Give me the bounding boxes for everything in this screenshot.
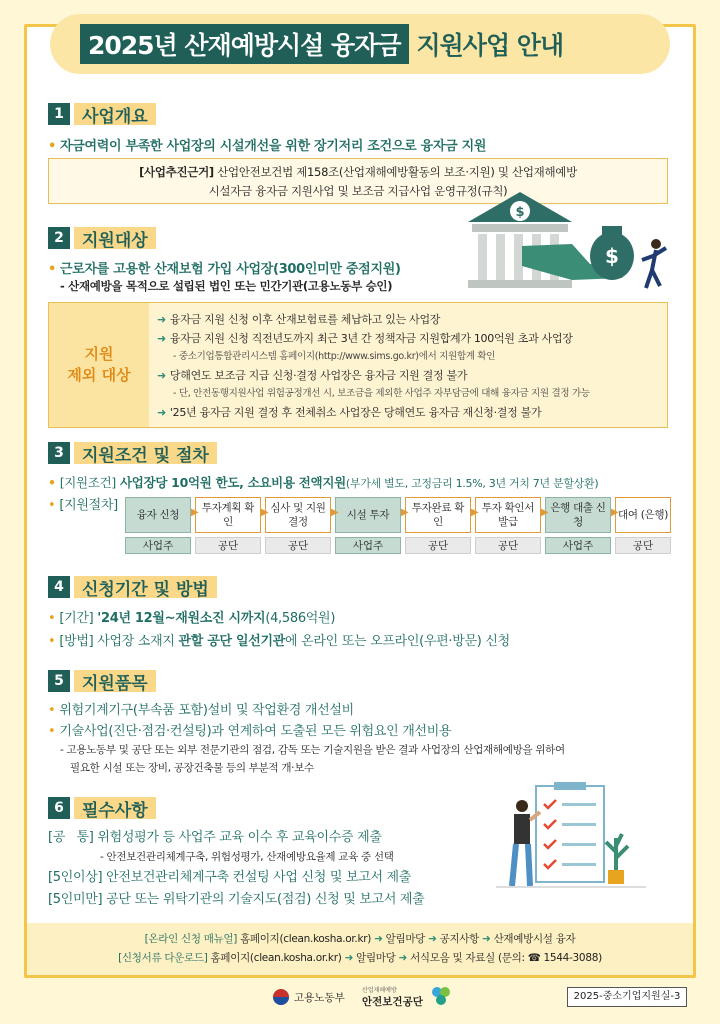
step-owner: 사업주 [335,537,401,554]
step-owner: 공단 [615,537,671,554]
exclusion-line: ➜ 당해연도 보조금 지급 신청·결정 사업장은 융자금 지원 결정 불가 [157,368,468,382]
title-part1: 2025년 산재예방시설 융자금 [80,24,409,64]
exclusion-line: ➜ 융자금 지원 신청 직전년도까지 최근 3년 간 정책자금 지원합계가 100억원 초과 사업장 [157,331,573,345]
step-owner: 사업주 [545,537,611,554]
section-title: 필수사항 [74,797,156,819]
title-part2: 지원사업 안내 [416,31,564,60]
basis-line1: 산업안전보건법 제158조(산업재해예방활동의 보조·지원) 및 산업재해예방 [217,165,577,179]
section-4-header [48,574,217,600]
step-box: 대여 (은행) [615,497,671,533]
section-title: 신청기간 및 방법 [74,576,217,598]
section-number: 1 [48,103,70,125]
section-number: 5 [48,670,70,692]
method-bullet: • [방법] 사업장 소재지 관할 공단 일선기관에 온라인 또는 오프라인(우편·방문) 신청 [48,634,510,649]
step-owner: 사업주 [125,537,191,554]
svg-text:$: $ [605,244,619,268]
page-number-badge: 2025-중소기업지원실-3 [567,987,687,1007]
section-5-header [48,668,156,694]
footer-line-1: [온라인 신청 매뉴얼] 홈페이지(clean.kosha.or.kr) ➜ 알림마당 ➜ 공지사항 ➜ 산재예방시설 융자 [144,933,576,945]
period-bullet: • [기간] '24년 12월~재원소진 시까지(4,586억원) [48,611,336,626]
section-2-header [48,225,156,251]
section-number: 2 [48,227,70,249]
target-sub: - 산재예방을 목적으로 설립된 법인 또는 민간기관(고용노동부 승인) [60,279,393,293]
procedure-bullet: • [지원절차] [48,498,118,513]
section-6-header [48,795,156,821]
required-common: [공 통] 위험성평가 등 사업주 교육 이수 후 교육이수증 제출 [48,830,382,845]
step-arrow-icon: ▶ [541,507,549,518]
section-number: 3 [48,442,70,464]
step-box: 심사 및 지원결정 [265,497,331,533]
overview-bullet: • 자금여력이 부족한 사업장의 시설개선을 위한 장기저리 조건으로 융자금 지원 [48,139,487,154]
required-5plus: [5인이상] 안전보건관리체계구축 컨설팅 사업 신청 및 보고서 제출 [48,870,412,885]
step-owner: 공단 [475,537,541,554]
exclusion-line: ➜ 융자금 지원 신청 이후 산재보험료를 체납하고 있는 사업장 [157,313,441,326]
section-title: 지원대상 [74,227,156,249]
step-arrow-icon: ▶ [471,507,479,518]
section-number: 6 [48,797,70,819]
step-box: 투자완료 확인 [405,497,471,533]
step-owner: 공단 [195,537,261,554]
basis-label: [사업추진근거] [139,165,214,179]
section-3-header [48,440,217,466]
bank-money-illustration [462,186,684,298]
step-arrow-icon: ▶ [261,507,269,518]
exclusion-note: - 단, 안전동행지원사업 위험공정개선 시, 보조금을 제외한 사업주 자부담금에 대해 융자금 지원 결정 가능 [173,388,590,399]
checklist-illustration [496,782,646,897]
items-bullet: • 위험기계기구(부속품 포함)설비 및 작업환경 개선설비 [48,703,354,718]
step-arrow-icon: ▶ [331,507,339,518]
section-number: 4 [48,576,70,598]
step-arrow-icon: ▶ [611,507,619,518]
exclusion-lines [157,311,590,422]
basis-line2: 시설자금 융자금 지원사업 및 보조금 지급사업 운영규정(규칙) [208,184,508,198]
step-box: 투자계획 확인 [195,497,261,533]
section-title: 지원품목 [74,670,156,692]
required-common-sub: - 안전보건관리체계구축, 위험성평가, 산재예방요율제 교육 중 선택 [100,851,394,863]
svg-text:$: $ [515,205,525,220]
step-box: 융자 신청 [125,497,191,533]
conditions-bullet: • [지원조건] 사업장당 10억원 한도, 소요비용 전액지원(부가세 별도, 고정금리 1.5%, 3년 거치 7년 분할상환) [48,475,599,490]
exclusion-box [48,302,668,428]
section-title: 사업개요 [74,103,156,125]
items-sub: - 고용노동부 및 공단 또는 외부 전문기관의 점검, 감독 또는 기술지원을 받은 결과 사업장의 산업재해예방을 위하여 [60,744,565,756]
step-owner: 공단 [265,537,331,554]
section-title: 지원조건 및 절차 [74,442,217,464]
step-owner: 공단 [405,537,471,554]
target-bullet: • 근로자를 고용한 산재보험 가입 사업장(300인미만 중점지원) [48,262,401,277]
step-box: 은행 대출 신청 [545,497,611,533]
kosha-emblem-icon [430,985,452,1007]
step-arrow-icon: ▶ [191,507,199,518]
moel-emblem-icon [272,988,290,1006]
step-box: 투자 확인서 발급 [475,497,541,533]
section-1-header [48,101,156,127]
step-arrow-icon: ▶ [401,507,409,518]
items-sub: 필요한 시설 또는 장비, 공장건축물 등의 부분적 개·보수 [70,762,314,774]
kosha-logo: 산업재해예방 안전보건공단 [362,987,423,1008]
exclusion-label: 지원 제외 대상 [49,303,149,427]
exclusion-line: ➜ '25년 융자금 지원 결정 후 전체취소 사업장은 당해연도 융자금 재신청·결정 불가 [157,405,542,419]
exclusion-note: - 중소기업통합관리시스템 홈페이지(http://www.sims.go.kr)에서 지원합계 확인 [173,351,496,362]
moel-logo: 고용노동부 [272,988,345,1006]
page-title [80,24,571,64]
step-box: 시설 투자 [335,497,401,533]
required-under5: [5인미만] 공단 또는 위탁기관의 기술지도(점검) 신청 및 보고서 제출 [48,892,425,907]
footer-line-2: [신청서류 다운로드] 홈페이지(clean.kosha.or.kr) ➜ 알림마당 ➜ 서식모음 및 자료실 (문의: ☎ 1544-3088) [118,952,602,964]
items-bullet: • 기술사업(진단·점검·컨설팅)과 연계하여 도출된 모든 위험요인 개선비용 [48,724,452,739]
